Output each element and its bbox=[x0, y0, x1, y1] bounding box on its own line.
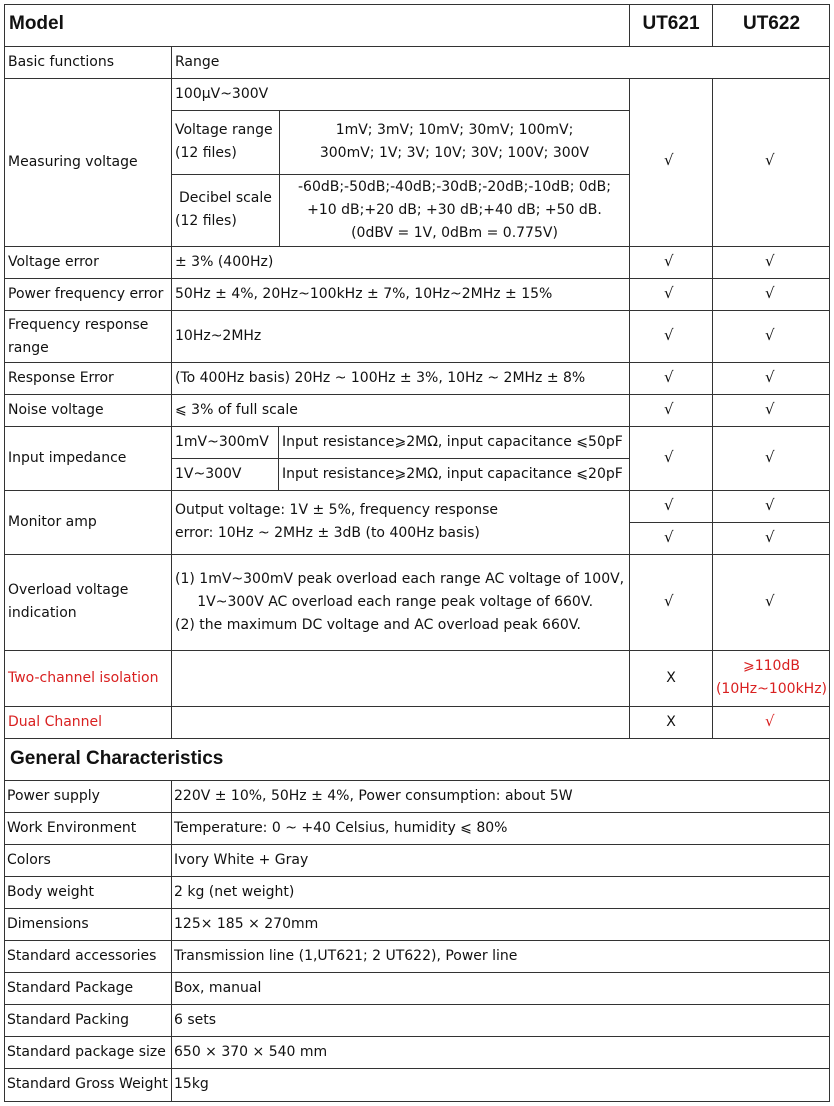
ut622-header: UT622 bbox=[742, 13, 801, 34]
check-icon: √ bbox=[765, 496, 775, 514]
noise-voltage-label: Noise voltage bbox=[8, 402, 104, 418]
general-row-label: Power supply bbox=[7, 788, 100, 804]
response-error-label: Response Error bbox=[8, 370, 114, 386]
power-frequency-error-value: 50Hz ± 4%, 20Hz~100kHz ± 7%, 10Hz~2MHz ± 15% bbox=[175, 286, 553, 302]
impedance-value-1: Input resistance⩾2MΩ, input capacitance ⩽50pF bbox=[282, 434, 623, 450]
monitor-amp-value-1: Output voltage: 1V ± 5%, frequency response bbox=[175, 502, 499, 518]
impedance-range-2: 1V~300V bbox=[175, 466, 242, 482]
monitor-amp-label: Monitor amp bbox=[8, 514, 97, 530]
check-icon: √ bbox=[765, 368, 775, 386]
voltage-range-files: (12 files) bbox=[175, 145, 237, 161]
basic-functions-value: Range bbox=[175, 54, 220, 70]
check-icon: √ bbox=[664, 400, 674, 418]
check-icon: √ bbox=[664, 284, 674, 302]
isolation-ut622-1: ⩾110dB bbox=[743, 658, 800, 674]
frequency-response-value: 10Hz~2MHz bbox=[175, 328, 262, 344]
check-icon: √ bbox=[765, 712, 775, 730]
check-icon: √ bbox=[765, 448, 775, 466]
decibel-values-1: -60dB;-50dB;-40dB;-30dB;-20dB;-10dB; 0dB; bbox=[297, 179, 611, 195]
general-row-value: Transmission line (1,UT621; 2 UT622), Power line bbox=[174, 948, 518, 964]
noise-voltage-value: ⩽ 3% of full scale bbox=[175, 402, 298, 418]
check-icon: √ bbox=[765, 326, 775, 344]
decibel-values-2: +10 dB;+20 dB; +30 dB;+40 dB; +50 dB. bbox=[307, 202, 602, 218]
voltage-range-values-2: 300mV; 1V; 3V; 10V; 30V; 100V; 300V bbox=[319, 145, 590, 161]
dual-channel-label: Dual Channel bbox=[8, 714, 103, 730]
check-icon: √ bbox=[664, 528, 674, 546]
voltage-range-label: Voltage range bbox=[175, 122, 273, 138]
basic-functions-label: Basic functions bbox=[8, 54, 114, 70]
isolation-label: Two-channel isolation bbox=[8, 670, 159, 686]
general-row-value: 2 kg (net weight) bbox=[174, 884, 295, 900]
response-error-value: (To 400Hz basis) 20Hz ~ 100Hz ± 3%, 10Hz ~ 2MHz ± 8% bbox=[175, 370, 586, 386]
check-icon: √ bbox=[765, 252, 775, 270]
power-frequency-error-label: Power frequency error bbox=[8, 286, 164, 302]
input-impedance-label: Input impedance bbox=[8, 450, 127, 466]
general-row-value: 220V ± 10%, 50Hz ± 4%, Power consumption: about 5W bbox=[174, 788, 573, 804]
general-row-value: 15kg bbox=[174, 1076, 209, 1092]
ut621-header: UT621 bbox=[642, 13, 700, 34]
impedance-value-2: Input resistance⩾2MΩ, input capacitance ⩽20pF bbox=[282, 466, 623, 482]
voltage-error-label: Voltage error bbox=[8, 254, 99, 270]
check-icon: √ bbox=[664, 592, 674, 610]
check-icon: √ bbox=[765, 592, 775, 610]
overload-value-2: 1V~300V AC overload each range peak voltage of 660V. bbox=[175, 594, 594, 610]
check-icon: √ bbox=[664, 326, 674, 344]
general-row-label: Body weight bbox=[7, 884, 94, 900]
model-header: Model bbox=[9, 13, 64, 34]
general-row-label: Work Environment bbox=[7, 820, 137, 836]
general-row-label: Standard Gross Weight bbox=[7, 1076, 168, 1092]
general-row-label: Standard Package bbox=[7, 980, 134, 996]
general-row-label: Dimensions bbox=[7, 916, 89, 932]
check-icon: √ bbox=[765, 151, 775, 169]
general-row-label: Standard accessories bbox=[7, 948, 157, 964]
measuring-voltage-label: Measuring voltage bbox=[8, 154, 138, 170]
frequency-response-label: Frequency response bbox=[8, 317, 149, 333]
check-icon: √ bbox=[664, 448, 674, 466]
overload-label: Overload voltage bbox=[8, 582, 129, 598]
decibel-values-3: (0dBV = 1V, 0dBm = 0.775V) bbox=[351, 225, 558, 241]
voltage-error-value: ± 3% (400Hz) bbox=[175, 254, 274, 270]
general-row-value: 125× 185 × 270mm bbox=[174, 916, 319, 932]
monitor-amp-value-2: error: 10Hz ~ 2MHz ± 3dB (to 400Hz basis) bbox=[175, 525, 480, 541]
check-icon: √ bbox=[664, 368, 674, 386]
overload-label-2: indication bbox=[8, 605, 77, 621]
decibel-scale-label: Decibel scale bbox=[179, 190, 272, 206]
voltage-range-values-1: 1mV; 3mV; 10mV; 30mV; 100mV; bbox=[335, 122, 574, 138]
general-row-value: Ivory White + Gray bbox=[174, 852, 309, 868]
general-row-label: Standard Packing bbox=[7, 1012, 129, 1028]
dual-channel-ut621: X bbox=[666, 714, 676, 730]
overload-value-1: (1) 1mV~300mV peak overload each range AC voltage of 100V, bbox=[175, 571, 625, 587]
impedance-range-1: 1mV~300mV bbox=[175, 434, 269, 450]
general-row-value: Temperature: 0 ~ +40 Celsius, humidity ⩽ 80% bbox=[174, 820, 508, 836]
check-icon: √ bbox=[765, 400, 775, 418]
general-characteristics-title: General Characteristics bbox=[10, 748, 224, 769]
general-row-value: Box, manual bbox=[174, 980, 262, 996]
check-icon: √ bbox=[765, 528, 775, 546]
general-row-value: 650 × 370 × 540 mm bbox=[174, 1044, 328, 1060]
general-row-label: Standard package size bbox=[7, 1044, 166, 1060]
general-row-value: 6 sets bbox=[174, 1012, 217, 1028]
general-row-label: Colors bbox=[7, 852, 51, 868]
isolation-ut622-2: (10Hz~100kHz) bbox=[715, 681, 828, 697]
check-icon: √ bbox=[664, 151, 674, 169]
check-icon: √ bbox=[765, 284, 775, 302]
check-icon: √ bbox=[664, 252, 674, 270]
frequency-response-label-2: range bbox=[8, 340, 49, 356]
check-icon: √ bbox=[664, 496, 674, 514]
overload-value-3: (2) the maximum DC voltage and AC overload peak 660V. bbox=[175, 617, 581, 633]
isolation-ut621: X bbox=[666, 670, 676, 686]
decibel-scale-files: (12 files) bbox=[175, 213, 237, 229]
measuring-voltage-range: 100μV~300V bbox=[175, 86, 269, 102]
